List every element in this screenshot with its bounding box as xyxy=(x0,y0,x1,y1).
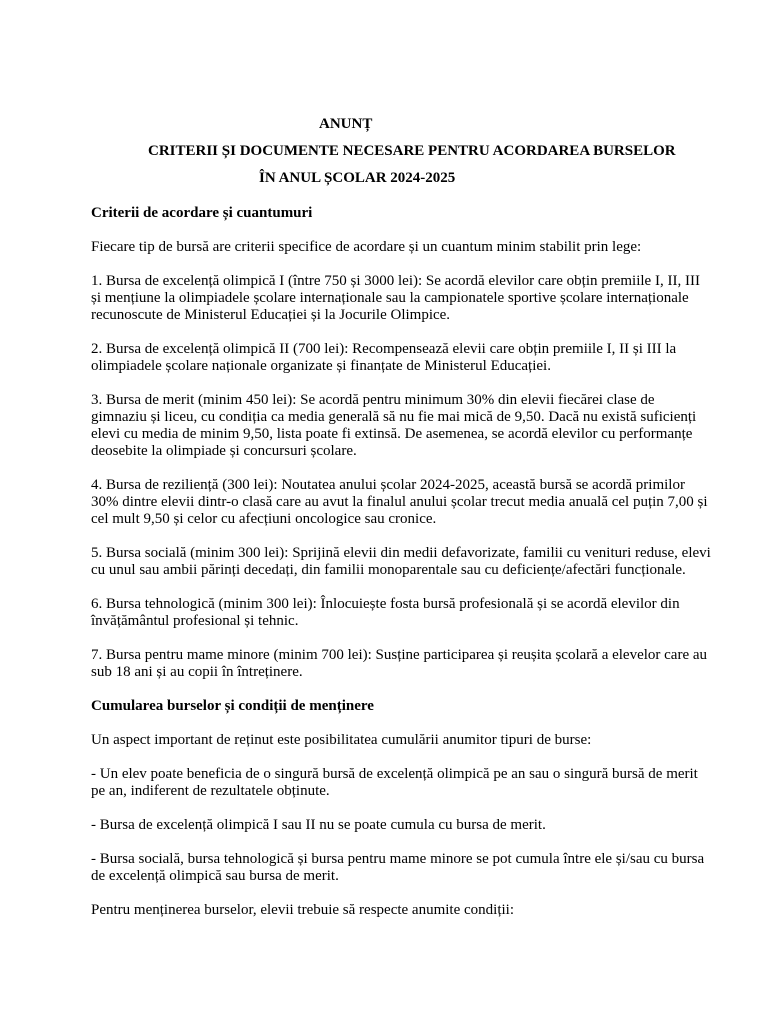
cumulation-heading: Cumularea burselor și condiții de menținere xyxy=(91,698,374,714)
document-title: ANUNȚ xyxy=(319,116,373,132)
criteria-item-3: 3. Bursa de merit (minim 450 lei): Se acordă pentru minimum 30% din elevii fiecărei clase de gimnaziu și liceu, cu condiția ca media generală să nu fie mai mică de 9,50. Dacă nu există suficienți elevi cu media de minim 9,50, lista poate fi extinsă. De asemenea, se acordă elevilor cu performanțe deosebite la olimpiade și concursuri școlare. xyxy=(91,392,697,459)
document-year-line: ÎN ANUL ȘCOLAR 2024-2025 xyxy=(259,170,456,186)
criteria-item-6: 6. Bursa tehnologică (minim 300 lei): Înlocuiește fosta bursă profesională și se acordă elevilor din învățământul profesional și tehnic. xyxy=(91,596,680,629)
criteria-intro: Fiecare tip de bursă are criterii specifice de acordare și un cuantum minim stabilit prin lege: xyxy=(91,239,642,255)
cumulation-intro: Un aspect important de reținut este posibilitatea cumulării anumitor tipuri de burse: xyxy=(91,732,592,748)
criteria-item-4: 4. Bursa de reziliență (300 lei): Noutatea anului școlar 2024-2025, această bursă se acordă primilor 30% dintre elevii dintr-o clasă care au avut la finalul anului școlar trecut media anuală cel puțin 7,00 și cel mult 9,50 și celor cu afecțiuni oncologice sau cronice. xyxy=(91,477,708,527)
cumulation-closing: Pentru menținerea burselor, elevii trebuie să respecte anumite condiții: xyxy=(91,902,514,918)
cumulation-item-3: - Bursa socială, bursa tehnologică și bursa pentru mame minore se pot cumula între ele și/sau cu bursa de excelență olimpică sau bursa de merit. xyxy=(91,851,705,884)
cumulation-item-2: - Bursa de excelență olimpică I sau II nu se poate cumula cu bursa de merit. xyxy=(91,817,546,833)
criteria-heading: Criterii de acordare și cuantumuri xyxy=(91,205,313,221)
cumulation-item-1: - Un elev poate beneficia de o singură bursă de excelență olimpică pe an sau o singură bursă de merit pe an, indiferent de rezultatele obținute. xyxy=(91,766,698,799)
criteria-item-7: 7. Bursa pentru mame minore (minim 700 lei): Susține participarea și reușita școlară a elevelor care au sub 18 ani și au copii în întreținere. xyxy=(91,647,708,680)
document-subtitle: CRITERII ȘI DOCUMENTE NECESARE PENTRU ACORDAREA BURSELOR xyxy=(148,143,676,159)
criteria-item-1: 1. Bursa de excelență olimpică I (între 750 și 3000 lei): Se acordă elevilor care obțin premiile I, II, III și mențiune la olimpiadele școlare internaționale sau la campionatele sportive școlare internaționale recunoscute de Ministerul Educației și la Jocurile Olimpice. xyxy=(91,273,700,323)
criteria-item-5: 5. Bursa socială (minim 300 lei): Sprijină elevii din medii defavorizate, familii cu venituri reduse, elevi cu unul sau ambii părinți decedați, din familii monoparentale sau cu deficiențe/afectări funcționale. xyxy=(91,545,711,578)
criteria-item-2: 2. Bursa de excelență olimpică II (700 lei): Recompensează elevii care obțin premiile I, II și III la olimpiadele școlare naționale organizate și finanțate de Ministerul Educației. xyxy=(91,341,677,374)
document-body xyxy=(91,205,711,919)
